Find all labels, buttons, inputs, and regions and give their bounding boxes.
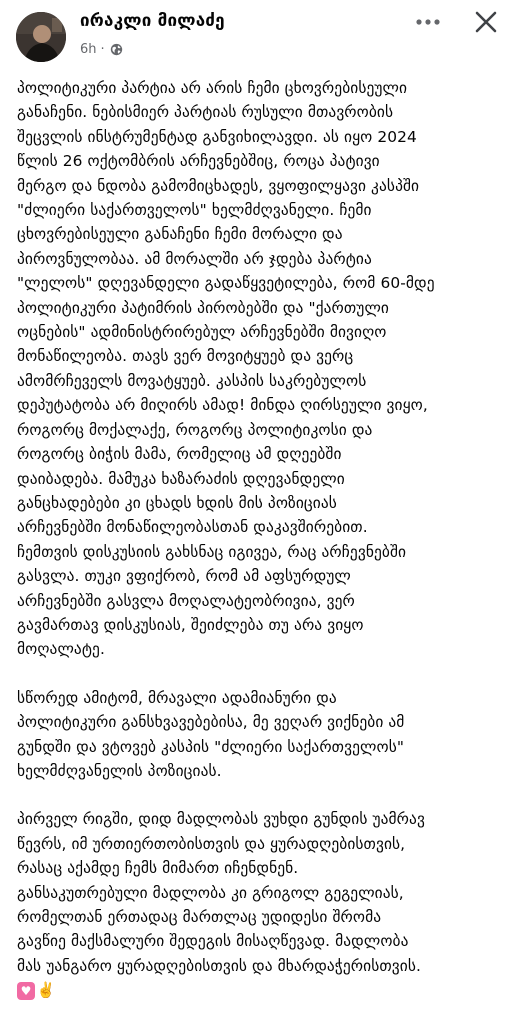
post-header (0, 0, 512, 72)
post-paragraph: სწორედ ამიტომ, მრავალი ადამიანური და პოლიტიკური განსხვავებებისა, მე ვეღარ ვიქნები ამ გუნდში და ვტოვებ კასპის "ძლიერი საქართველოს" ხელმძღვანელის პოზიციას. (17, 688, 405, 780)
post-paragraph-text: პირველ რიგში, დიდ მადლობას ვუხდი გუნდის უამრავ წევრს, იმ ურთიერთობისთვის და ყურადღებისთვის, რასაც აქამდე ჩემს მიმართ იჩენდნენ. განსაკუთრებული მადლობა კი გრიგოლ გეგელიას, რომელთან ერთადაც მართლაც უდიდესი შრომა გავწიე მაქსმალური შედეგის მისაღწევად. მადლობა მას უანგარო ყურადღებისთვის და მხარდაჭერისთვის. (17, 810, 425, 975)
post-paragraph: პოლიტიკური პარტია არ არის ჩემი ცხოვრებისეული განაჩენი. ნებისმიერ პარტიას რუსული მთავრობის შეცვლის ინსტრუმენტად განვიხილავდი. ას იყო 2024 წლის 26 ოქტომბრის არჩევნებშიც, როცა პატივი მერგო და ნდობა გამომიცხადეს, ვყოფილყავი კასპში "ძლიერი საქართველოს" ხელმძღვანელი. ჩემი ცხოვრებისეული განაჩენი ჩემი მორალი და პიროვნულობაა. ამ მორალში არ ჯდება პარტია "ლელოს" დღევანდელი გადაწყვეტილება, რომ 60-მდე პოლიტიკური პატიმრის პირობებში და "ქართული ოცნების" ადმინისტრირებულ არჩევნებში მივიღო მონაწილეობა. თავს ვერ მოვიტყუებ და ვერც ამომრჩეველს მოვატყუებ. კასპის საკრებულოს დეპუტატობა არ მიღირს ამად! მინდა ღირსეული ვიყო, როგორც მოქალაქე, როგორც პოლიტიკოსი და როგორც ბიჭის მამა, რომელიც ამ დღეებში დაიბადება. მამუკა ხაზარაძის დღევანდელი განცხადებები კი ცხადს ხდის მის პოზიციას არჩევნებში მონაწილეობასთან დაკავშირებით. ჩემთვის დისკუსიის გახსნაც იგივეა, რაც არჩევნებში გასვლა. თუკი ვფიქრობ, რომ ამ აფსურდულ არჩევნებში გასვლა მოღალატეობრივია, ვერ გავმართავ დისკუსიას, შეიძლება თუ არა ვიყო მოღალატე. (17, 79, 435, 659)
more-options-button[interactable] (410, 8, 446, 36)
avatar[interactable] (16, 12, 66, 62)
post-paragraph (17, 807, 503, 1002)
post-time[interactable]: 6h (80, 41, 97, 57)
close-icon (475, 11, 497, 33)
heart-emoji: ♥ (17, 982, 35, 1000)
more-horizontal-icon (416, 19, 440, 25)
emoji-row (17, 982, 55, 1000)
victory-hand-emoji: ✌️ (36, 981, 56, 1000)
post-text (17, 76, 503, 1003)
post-meta (80, 40, 123, 58)
avatar-image (16, 12, 66, 62)
globe-icon (110, 43, 123, 56)
author-name[interactable]: ირაკლი მილაძე (80, 11, 225, 31)
close-button[interactable] (470, 6, 502, 38)
meta-separator: · (100, 41, 105, 57)
